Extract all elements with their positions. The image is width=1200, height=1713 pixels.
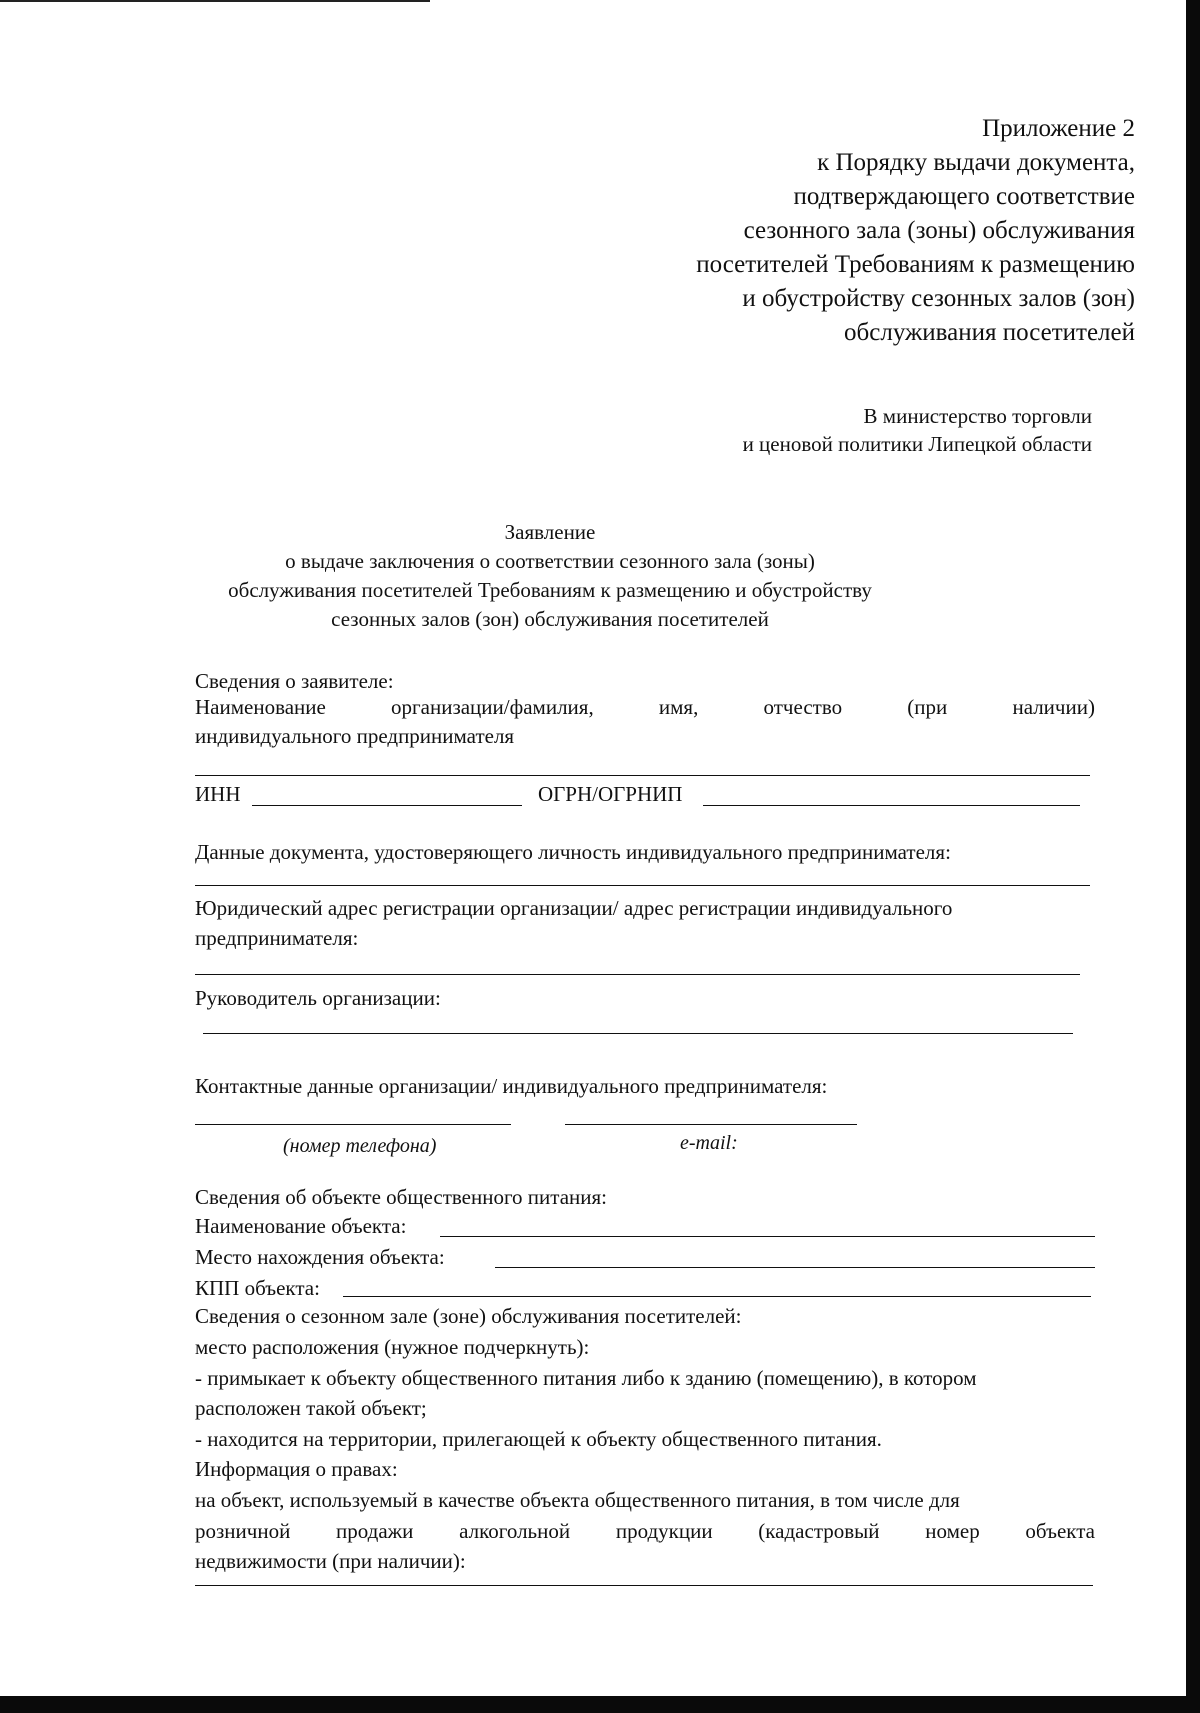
kpp-field[interactable] (343, 1296, 1091, 1297)
word: наличии) (1012, 695, 1095, 719)
heading-line: обслуживания посетителей Требованиям к размещению и обустройству (228, 578, 872, 602)
scan-edge-top (0, 0, 430, 2)
object-section-label: Сведения об объекте общественного питания: (195, 1185, 608, 1209)
organization-head-field[interactable] (203, 1033, 1073, 1034)
applicant-name-label (195, 692, 1095, 722)
organization-head-label: Руководитель организации: (195, 986, 441, 1010)
word: объекта (1025, 1519, 1095, 1543)
appendix-line: посетителей Требованиям к размещению (696, 251, 1135, 278)
scan-edge-bottom (0, 1696, 1200, 1713)
id-document-field[interactable] (195, 885, 1090, 886)
object-location-field[interactable] (495, 1267, 1095, 1268)
word: продукции (615, 1519, 713, 1543)
word: продажи (336, 1519, 414, 1543)
placement-option-adjacent-cont: расположен такой объект; (195, 1396, 427, 1420)
word: имя, (658, 695, 699, 719)
heading-line: о выдаче заключения о соответствии сезонного зала (зоны) (285, 549, 815, 573)
ogrn-field[interactable] (703, 805, 1080, 806)
placement-label: место расположения (нужное подчеркнуть): (195, 1335, 590, 1359)
scan-edge-right (1186, 0, 1200, 1713)
email-caption: e-mail: (680, 1132, 738, 1154)
word: (при (907, 695, 948, 719)
phone-field[interactable] (195, 1124, 511, 1125)
word: Наименование (195, 695, 326, 719)
id-document-label: Данные документа, удостоверяющего личность индивидуального предпринимателя: (195, 840, 951, 864)
rights-text: на объект, используемый в качестве объекта общественного питания, в том числе для (195, 1488, 960, 1512)
rights-text-end: недвижимости (при наличии): (195, 1549, 466, 1573)
appendix-line: сезонного зала (зоны) обслуживания (743, 217, 1135, 244)
object-name-label: Наименование объекта: (195, 1214, 407, 1238)
placement-option-territory: - находится на территории, прилегающей к объекту общественного питания. (195, 1427, 882, 1451)
applicant-section-label: Сведения о заявителе: (195, 669, 394, 693)
kpp-label: КПП объекта: (195, 1276, 320, 1300)
ogrn-label: ОГРН/ОГРНИП (538, 782, 683, 806)
email-field[interactable] (565, 1124, 857, 1125)
appendix-line: к Порядку выдачи документа, (817, 149, 1135, 176)
addressee-block (572, 402, 1092, 458)
object-location-label: Место нахождения объекта: (195, 1245, 445, 1269)
inn-field[interactable] (252, 805, 522, 806)
addressee-line: В министерство торговли (863, 404, 1092, 428)
application-heading (180, 518, 920, 634)
object-name-field[interactable] (440, 1236, 1095, 1237)
applicant-name-field[interactable] (195, 775, 1090, 776)
rights-label: Информация о правах: (195, 1457, 398, 1481)
addressee-line: и ценовой политики Липецкой области (742, 432, 1092, 456)
inn-label: ИНН (195, 782, 241, 806)
appendix-line: подтверждающего соответствие (793, 183, 1135, 210)
appendix-line: обслуживания посетителей (844, 319, 1135, 346)
applicant-name-label-cont: индивидуального предпринимателя (195, 724, 515, 748)
word: отчество (763, 695, 843, 719)
address-field[interactable] (195, 974, 1080, 975)
word: алкогольной (459, 1519, 571, 1543)
address-label: Юридический адрес регистрации организации/ адрес регистрации индивидуального (195, 896, 953, 920)
word: организации/фамилия, (391, 695, 594, 719)
word: розничной (195, 1519, 291, 1543)
heading-line: сезонных залов (зон) обслуживания посетителей (331, 607, 769, 631)
rights-text-cont (195, 1516, 1095, 1546)
phone-caption: (номер телефона) (283, 1135, 437, 1157)
cadastral-number-field[interactable] (195, 1585, 1093, 1586)
seasonal-section-label: Сведения о сезонном зале (зоне) обслуживания посетителей: (195, 1304, 742, 1328)
appendix-line: и обустройству сезонных залов (зон) (742, 285, 1135, 312)
application-title: Заявление (504, 520, 596, 544)
address-label-cont: предпринимателя: (195, 926, 359, 950)
appendix-line: Приложение 2 (982, 115, 1135, 142)
word: номер (925, 1519, 980, 1543)
word: (кадастровый (758, 1519, 880, 1543)
contacts-label: Контактные данные организации/ индивидуального предпринимателя: (195, 1074, 828, 1098)
appendix-header (495, 112, 1135, 350)
placement-option-adjacent: - примыкает к объекту общественного питания либо к зданию (помещению), в котором (195, 1366, 977, 1390)
